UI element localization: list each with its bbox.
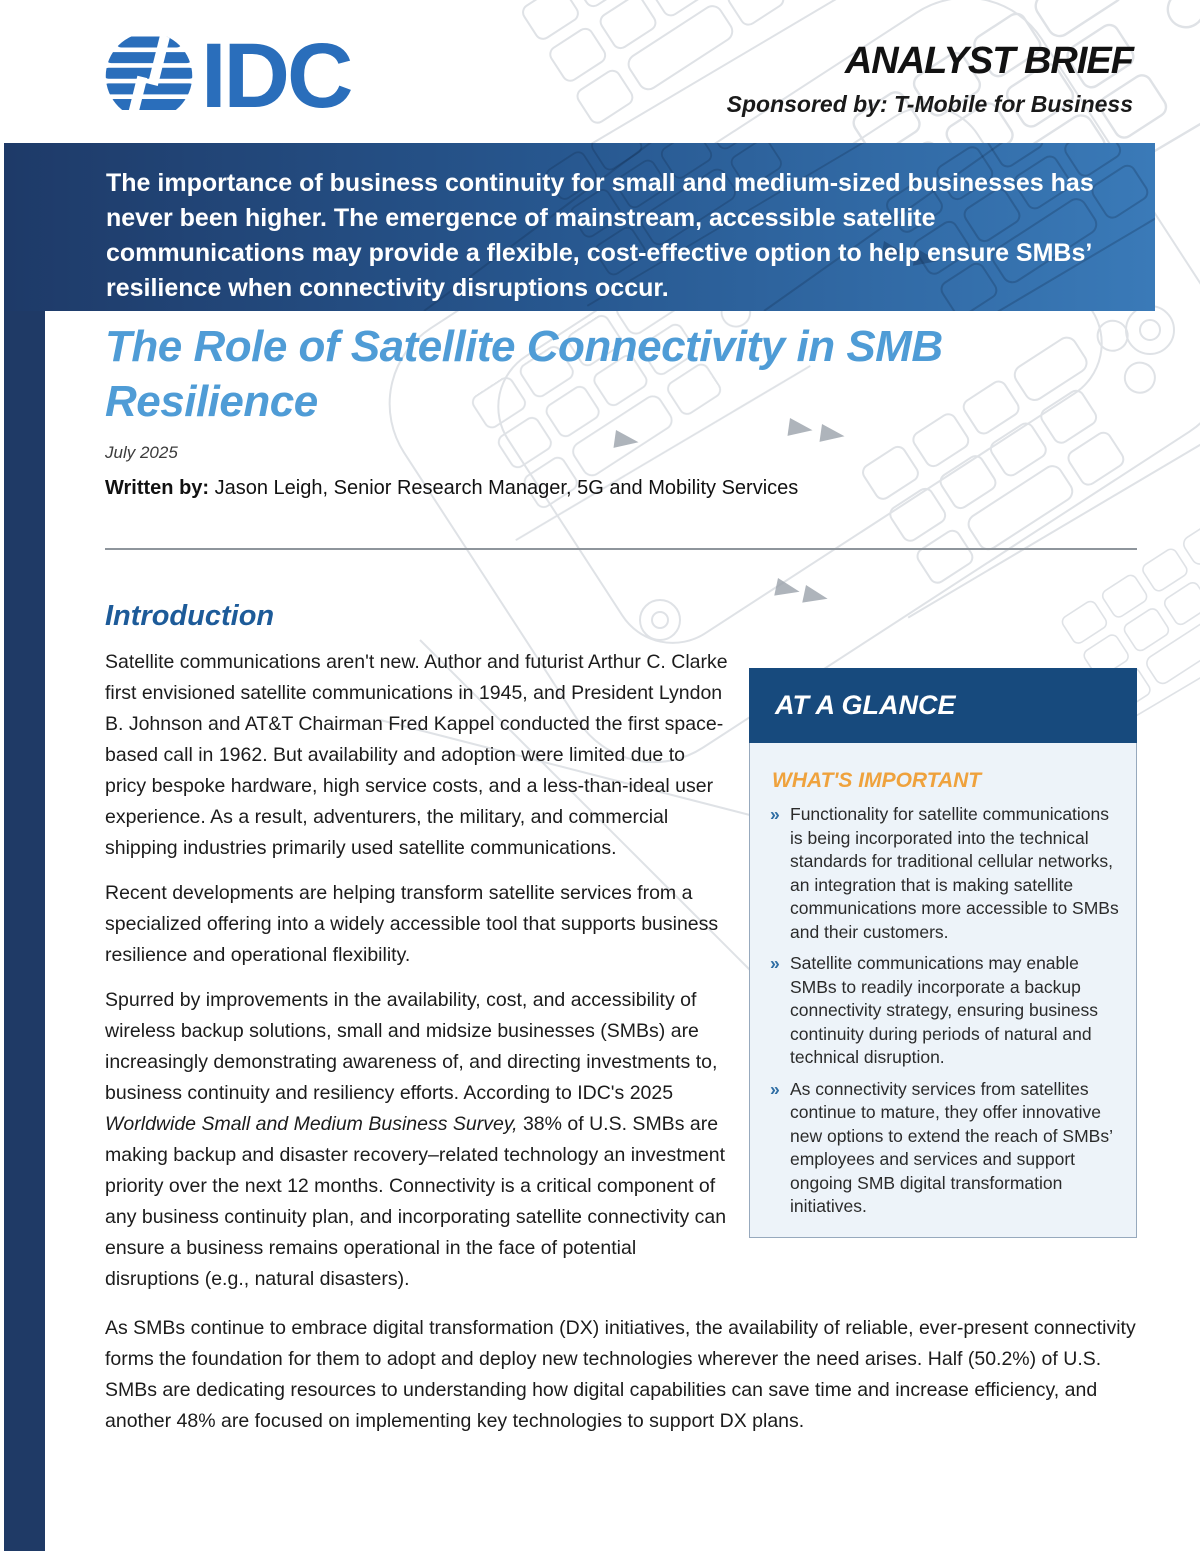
paragraph-text: 38% of U.S. SMBs are making backup and disaster recovery–related technology an investment priority over the next 12 months. Connectivity is a critical component of any business continuity plan, and incorporating satellite connectivity can ensure a business remains operational in the face of potential disruptions (e.g., natural disasters). (105, 1113, 727, 1290)
idc-logo-text: IDC (201, 25, 351, 127)
whats-important-heading: WHAT'S IMPORTANT (772, 769, 982, 792)
bullet-text: As connectivity services from satellites continue to mature, they offer innovative new options to extend the reach of SMBs’ employees and services and support ongoing SMB digital transformation initiatives. (790, 1078, 1113, 1216)
brief-type-label: ANALYST BRIEF (844, 40, 1133, 82)
main-content (105, 311, 1137, 1437)
at-a-glance-box (749, 668, 1137, 1238)
written-by-author: Jason Leigh, Senior Research Manager, 5G and Mobility Services (209, 477, 799, 499)
bullet-marker-icon: » (770, 804, 780, 824)
paragraph-text: Spurred by improvements in the availability, cost, and accessibility of wireless backup solutions, small and midsize businesses (SMBs) are increasingly demonstrating awareness of, and directing investments to, business continuity and resiliency efforts. According to IDC's 2025 (105, 989, 718, 1104)
closing-paragraph: As SMBs continue to embrace digital transformation (DX) initiatives, the availability of reliable, ever-present connectivity forms the foundation for them to adopt and deploy new technologies wherever the need arises. Half (50.2%) of U.S. SMBs are dedicating resources to understanding how digital capabilities can save time and increase efficiency, and another 48% are focused on implementing key technologies to support DX plans. (105, 1317, 1136, 1432)
idc-logo (103, 25, 351, 127)
bullet-marker-icon: » (770, 1078, 780, 1099)
bullet-text: Satellite communications may enable SMBs to readily incorporate a backup connectivity strategy, ensuring business continuity during periods of natural and technical disruption. (790, 953, 1099, 1067)
sponsor-line: Sponsored by: T-Mobile for Business (726, 91, 1133, 117)
list-item (770, 803, 1120, 944)
list-item (770, 952, 1120, 1070)
document-header (0, 0, 1200, 143)
intro-paragraph-1: Satellite communications aren't new. Author and futurist Arthur C. Clarke first envisioned satellite communications in 1945, and President Lyndon B. Johnson and AT&T Chairman Fred Kappel conducted the first space-based call in 1962. But availability and adoption were limited due to pricy bespoke hardware, high service costs, and a less-than-ideal user experience. As a result, adventurers, the military, and commercial shipping industries primarily used satellite communications. (105, 651, 728, 859)
page-title: The Role of Satellite Connectivity in SMB Resilience (105, 322, 943, 426)
bullet-text: Functionality for satellite communications is being incorporated into the technical standards for traditional cellular networks, an integration that is making satellite communications more accessible to SMBs and their customers. (790, 804, 1119, 942)
introduction-section (105, 600, 1137, 1437)
left-accent-bar (4, 143, 45, 1551)
banner-summary-text: The importance of business continuity for small and medium-sized businesses has never been higher. The emergence of mainstream, accessible satellite communications may provide a flexible, cost-effective option to help ensure SMBs’ resilience when connectivity disruptions occur. (106, 169, 1094, 302)
list-item (770, 1078, 1120, 1219)
section-divider (105, 548, 1137, 550)
intro-paragraph-2: Recent developments are helping transform satellite services from a specialized offering into a widely accessible tool that supports business resilience and operational flexibility. (105, 882, 719, 966)
written-by-label: Written by: (105, 477, 210, 499)
survey-title-italic: Worldwide Small and Medium Business Survey, (105, 1113, 518, 1135)
summary-banner (4, 143, 1155, 311)
brief-type-block (727, 40, 1133, 118)
at-a-glance-body (749, 743, 1137, 1238)
introduction-heading: Introduction (105, 600, 275, 632)
whats-important-list (770, 803, 1120, 1219)
written-by-line (105, 477, 1137, 500)
bullet-marker-icon: » (770, 953, 780, 973)
at-a-glance-header: AT A GLANCE (749, 668, 1137, 743)
idc-globe-icon (103, 30, 195, 122)
document-date: July 2025 (105, 443, 178, 462)
